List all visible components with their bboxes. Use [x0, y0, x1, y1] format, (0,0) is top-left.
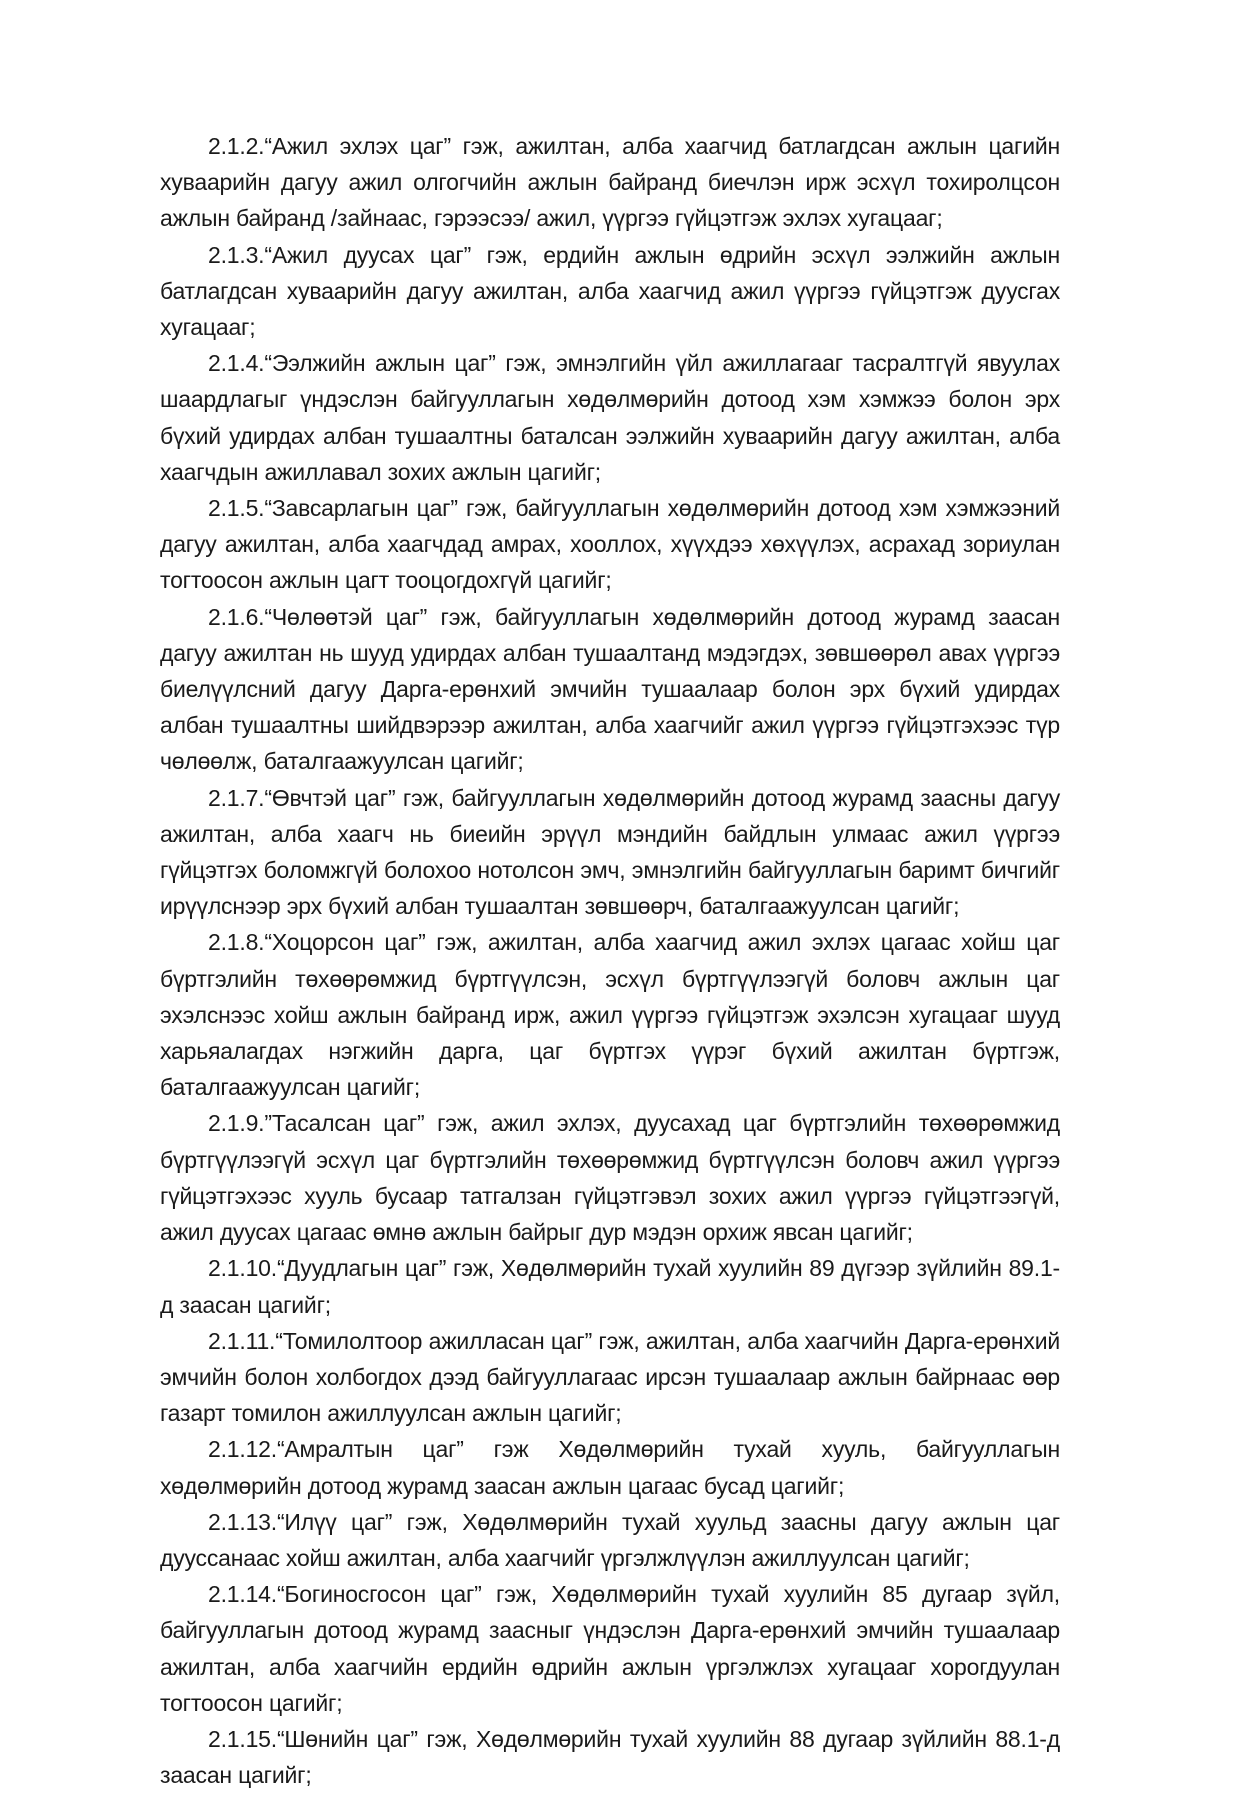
clause-number: 2.1.5.	[208, 495, 265, 522]
clause-number: 2.1.14.	[208, 1581, 277, 1608]
clause-number: 2.1.12.	[208, 1436, 277, 1463]
clause-number: 2.1.15.	[208, 1725, 277, 1752]
definition-2-1-5	[160, 490, 1060, 599]
clause-text: “Ээлжийн ажлын цаг” гэж, эмнэлгийн үйл ажиллагааг тасралтгүй явуулах шаардлагыг үндэслэн байгууллагын хөдөлмөрийн дотоод хэм хэмжээ болон эрх бүхий удирдах албан тушаалтны баталсан ээлжийн хуваарийн дагуу ажилтан, алба хаагчдын ажиллавал зохих ажлын цагийг;	[160, 350, 1060, 485]
clause-text: “Чөлөөтэй цаг” гэж, байгууллагын хөдөлмөрийн дотоод журамд заасан дагуу ажилтан нь шууд удирдах албан тушаалтанд мэдэгдэх, зөвшөөрөл авах үүргээ биелүүлсний дагуу Дарга-ерөнхий эмчийн тушаалаар болон эрх бүхий удирдах албан тушаалтны шийдвэрээр ажилтан, алба хаагчийг ажил үүргээ гүйцэтгэхээс түр чөлөөлж, баталгаажуулсан цагийг;	[160, 603, 1060, 775]
definition-2-1-3	[160, 237, 1060, 346]
clause-number: 2.1.11.	[208, 1327, 276, 1354]
clause-number: 2.1.10.	[208, 1255, 277, 1282]
clause-number: 2.1.2.	[208, 133, 265, 159]
clause-number: 2.1.6.	[208, 603, 265, 630]
clause-text: “Илүү цаг” гэж, Хөдөлмөрийн тухай хуульд заасны дагуу ажлын цаг дууссанаас хойш ажилтан, алба хаагчийг үргэлжлүүлэн ажиллуулсан цагийг;	[160, 1508, 1060, 1571]
clause-text: “Ажил эхлэх цаг” гэж, ажилтан, алба хаагчид батлагдсан ажлын цагийн хуваарийн дагуу ажил олгогчийн ажлын байранд биечлэн ирж эсхүл тохиролцсон ажлын байранд /зайнаас, гэрээсээ/ ажил, үүргээ гүйцэтгэж эхлэх хугацааг;	[160, 133, 1060, 232]
definition-2-1-2	[160, 128, 1060, 237]
definition-2-1-14	[160, 1576, 1060, 1721]
definition-2-1-11	[160, 1323, 1060, 1432]
definition-2-1-10	[160, 1250, 1060, 1322]
clause-number: 2.1.8.	[208, 929, 265, 956]
definition-2-1-6	[160, 599, 1060, 780]
definition-2-1-8	[160, 924, 1060, 1105]
clause-text: “Завсарлагын цаг” гэж, байгууллагын хөдөлмөрийн дотоод хэм хэмжээний дагуу ажилтан, алба хаагчдад амрах, хооллох, хүүхдээ хөхүүлэх, асрахад зориулан тогтоосон ажлын цагт тооцогдохгүй цагийг;	[160, 495, 1060, 594]
clause-number: 2.1.13.	[208, 1508, 277, 1535]
clause-text: “Өвчтэй цаг” гэж, байгууллагын хөдөлмөрийн дотоод журамд заасны дагуу ажилтан, алба хаагч нь биеийн эрүүл мэндийн байдлын улмаас ажил үүргээ гүйцэтгэх боломжгүй болохоо нотолсон эмч, эмнэлгийн байгууллагын баримт бичгийг ирүүлснээр эрх бүхий албан тушаалтан зөвшөөрч, баталгаажуулсан цагийг;	[160, 784, 1060, 920]
clause-number: 2.1.4.	[208, 350, 265, 377]
clause-number: 2.1.9.	[208, 1110, 265, 1137]
clause-number: 2.1.7.	[208, 784, 265, 811]
clause-text: ”Тасалсан цаг” гэж, ажил эхлэх, дуусахад цаг бүртгэлийн төхөөрөмжид бүртгүүлээгүй эсхүл цаг бүртгэлийн төхөөрөмжид бүртгүүлсэн боловч ажил үүргээ гүйцэтгэхээс хууль бусаар татгалзан гүйцэтгэвэл зохих ажил үүргээ гүйцэтгээгүй, ажил дуусах цагаас өмнө ажлын байрыг дур мэдэн орхиж явсан цагийг;	[160, 1110, 1060, 1246]
definition-2-1-4	[160, 345, 1060, 490]
clause-text: “Амралтын цаг” гэж Хөдөлмөрийн тухай хууль, байгууллагын хөдөлмөрийн дотоод журамд заасан ажлын цагаас бусад цагийг;	[160, 1436, 1060, 1499]
clause-text: “Шөнийн цаг” гэж, Хөдөлмөрийн тухай хуулийн 88 дугаар зүйлийн 88.1-д заасан цагийг;	[160, 1725, 1060, 1789]
document-page	[160, 128, 1060, 1793]
definition-2-1-13	[160, 1504, 1060, 1576]
clause-text: “Богиносгосон цаг” гэж, Хөдөлмөрийн тухай хуулийн 85 дугаар зүйл, байгууллагын дотоод журамд заасныг үндэслэн Дарга-ерөнхий эмчийн тушаалаар ажилтан, алба хаагчийн ердийн өдрийн ажлын үргэлжлэх хугацааг хорогдуулан тогтоосон цагийг;	[160, 1581, 1060, 1716]
definition-2-1-7	[160, 780, 1060, 925]
clause-number: 2.1.3.	[208, 241, 265, 268]
definition-2-1-12	[160, 1431, 1060, 1503]
clause-text: “Ажил дуусах цаг” гэж, ердийн ажлын өдрийн эсхүл ээлжийн ажлын батлагдсан хуваарийн дагуу ажилтан, алба хаагчид ажил үүргээ гүйцэтгэж дуусгах хугацааг;	[160, 241, 1060, 341]
clause-text: “Томилолтоор ажилласан цаг” гэж, ажилтан, алба хаагчийн Дарга-ерөнхий эмчийн болон холбогдох дээд байгууллагаас ирсэн тушаалаар ажлын байрнаас өөр газарт томилон ажиллуулсан ажлын цагийг;	[160, 1327, 1060, 1427]
clause-text: “Дуудлагын цаг” гэж, Хөдөлмөрийн тухай хуулийн 89 дүгээр зүйлийн 89.1-д заасан цагийг;	[160, 1255, 1060, 1318]
definition-2-1-9	[160, 1105, 1060, 1250]
clause-text: “Хоцорсон цаг” гэж, ажилтан, алба хаагчид ажил эхлэх цагаас хойш цаг бүртгэлийн төхөөрөмжид бүртгүүлсэн, эсхүл бүртгүүлээгүй боловч ажлын цаг эхэлснээс хойш ажлын байранд ирж, ажил үүргээ гүйцэтгэж эхэлсэн хугацааг шууд харьяалагдах нэгжийн дарга, цаг бүртгэх үүрэг бүхий ажилтан бүртгэж, баталгаажуулсан цагийг;	[160, 929, 1060, 1101]
